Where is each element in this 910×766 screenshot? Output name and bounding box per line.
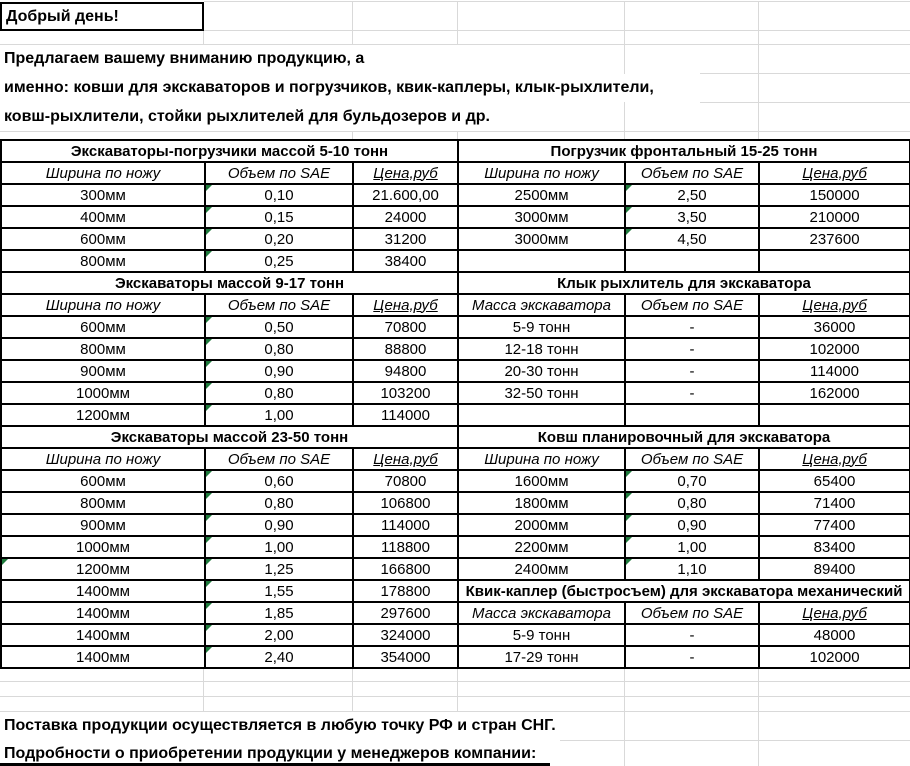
sheet-row <box>1 470 910 492</box>
sheet-row <box>1 514 910 536</box>
column-header-cell[interactable]: Ширина по ножу <box>1 294 205 316</box>
cell-error-flag-triangle-icon <box>206 251 212 257</box>
data-cell[interactable]: 2500мм <box>458 184 625 206</box>
data-cell[interactable]: 65400 <box>759 470 910 492</box>
cell-error-flag-triangle-icon <box>206 229 212 235</box>
cell-error-flag-triangle-icon <box>626 559 632 565</box>
column-header-cell[interactable]: Цена,руб <box>353 448 458 470</box>
sheet-row <box>1 294 910 316</box>
empty-cell[interactable] <box>458 250 625 272</box>
data-cell[interactable]: 1400мм <box>1 646 205 668</box>
data-cell[interactable]: 150000 <box>759 184 910 206</box>
data-cell[interactable]: 94800 <box>353 360 458 382</box>
cell-error-flag-triangle-icon <box>206 383 212 389</box>
cell-error-flag-triangle-icon <box>626 493 632 499</box>
column-header-cell[interactable]: Объем по SAE <box>205 162 353 184</box>
data-cell[interactable]: 2,00 <box>205 624 353 646</box>
data-cell[interactable]: 800мм <box>1 338 205 360</box>
sheet-row <box>1 580 910 602</box>
column-header-cell[interactable]: Ширина по ножу <box>458 162 625 184</box>
data-cell[interactable]: 0,50 <box>205 316 353 338</box>
data-cell[interactable]: 17-29 тонн <box>458 646 625 668</box>
data-cell[interactable]: 20-30 тонн <box>458 360 625 382</box>
data-cell[interactable]: 210000 <box>759 206 910 228</box>
table-title-cell[interactable]: Погрузчик фронтальный 15-25 тонн <box>458 140 910 162</box>
cell-error-flag-triangle-icon <box>626 229 632 235</box>
sheet-row <box>1 602 910 624</box>
sheet-row <box>1 382 910 404</box>
column-header-cell[interactable]: Цена,руб <box>759 294 910 316</box>
cell-error-flag-triangle-icon <box>206 471 212 477</box>
sheet-row <box>1 228 910 250</box>
data-cell[interactable]: 297600 <box>353 602 458 624</box>
data-cell[interactable]: 800мм <box>1 250 205 272</box>
data-cell[interactable]: 1,55 <box>205 580 353 602</box>
table-title-cell[interactable]: Ковш планировочный для экскаватора <box>458 426 910 448</box>
data-cell[interactable]: 324000 <box>353 624 458 646</box>
data-cell[interactable]: 12-18 тонн <box>458 338 625 360</box>
cell-error-flag-triangle-icon <box>206 581 212 587</box>
data-cell[interactable]: 900мм <box>1 360 205 382</box>
data-cell[interactable]: 102000 <box>759 338 910 360</box>
cell-error-flag-triangle-icon <box>206 207 212 213</box>
gridline <box>457 1 458 44</box>
data-cell[interactable]: 600мм <box>1 228 205 250</box>
gridline <box>352 1 353 44</box>
gridline <box>203 31 204 44</box>
data-cell[interactable]: 1,10 <box>625 558 759 580</box>
data-cell[interactable]: 0,80 <box>625 492 759 514</box>
gridline <box>758 667 759 766</box>
column-header-cell[interactable]: Масса экскаватора <box>458 602 625 624</box>
data-cell[interactable]: 0,20 <box>205 228 353 250</box>
data-cell[interactable]: 0,15 <box>205 206 353 228</box>
gridline <box>352 667 353 711</box>
data-cell[interactable]: 2,40 <box>205 646 353 668</box>
gridline <box>624 667 625 766</box>
cell-error-flag-triangle-icon <box>626 537 632 543</box>
sheet-row <box>1 624 910 646</box>
sheet-row <box>1 646 910 668</box>
data-cell[interactable]: 106800 <box>353 492 458 514</box>
sheet-row <box>1 316 910 338</box>
sheet-row <box>1 272 910 294</box>
sheet-row <box>1 536 910 558</box>
column-header-cell[interactable]: Объем по SAE <box>205 294 353 316</box>
data-cell[interactable]: 1400мм <box>1 580 205 602</box>
data-cell[interactable]: 166800 <box>353 558 458 580</box>
sheet-row <box>1 448 910 470</box>
data-cell[interactable]: 36000 <box>759 316 910 338</box>
column-header-cell[interactable]: Объем по SAE <box>625 448 759 470</box>
data-cell[interactable]: 2,50 <box>625 184 759 206</box>
data-cell[interactable]: 4,50 <box>625 228 759 250</box>
table-title-cell[interactable]: Экскаваторы массой 9-17 тонн <box>1 272 458 294</box>
data-cell[interactable]: 1400мм <box>1 624 205 646</box>
data-cell[interactable]: 5-9 тонн <box>458 624 625 646</box>
data-cell[interactable]: 300мм <box>1 184 205 206</box>
gridline <box>700 102 910 103</box>
data-cell[interactable]: 178800 <box>353 580 458 602</box>
column-header-cell[interactable]: Цена,руб <box>353 162 458 184</box>
data-cell[interactable]: 5-9 тонн <box>458 316 625 338</box>
cell-error-flag-triangle-icon <box>206 515 212 521</box>
column-header-cell[interactable]: Цена,руб <box>759 162 910 184</box>
data-cell[interactable]: 1,00 <box>625 536 759 558</box>
data-cell[interactable]: 0,10 <box>205 184 353 206</box>
data-cell[interactable]: 2400мм <box>458 558 625 580</box>
column-header-cell[interactable]: Цена,руб <box>759 602 910 624</box>
gridline <box>0 696 910 697</box>
data-cell[interactable]: 71400 <box>759 492 910 514</box>
gridline <box>204 1 910 2</box>
data-cell[interactable]: 1400мм <box>1 602 205 624</box>
data-cell[interactable]: - <box>625 382 759 404</box>
column-header-cell[interactable]: Объем по SAE <box>205 448 353 470</box>
data-cell[interactable]: 0,70 <box>625 470 759 492</box>
data-cell[interactable]: 1000мм <box>1 382 205 404</box>
data-cell[interactable]: 32-50 тонн <box>458 382 625 404</box>
intro-line-3[interactable]: ковш-рыхлители, стойки рыхлителей для бульдозеров и др. <box>0 103 500 131</box>
gridline <box>203 667 204 711</box>
data-cell[interactable]: - <box>625 316 759 338</box>
data-cell[interactable]: 600мм <box>1 470 205 492</box>
gridline <box>560 740 910 741</box>
data-cell[interactable]: 89400 <box>759 558 910 580</box>
price-tables <box>0 139 910 669</box>
cell-error-flag-triangle-icon <box>206 405 212 411</box>
greeting-cell[interactable]: Добрый день! <box>0 2 204 31</box>
gridline <box>457 667 458 711</box>
data-cell[interactable]: 1,00 <box>205 404 353 426</box>
cell-error-flag-triangle-icon <box>2 559 8 565</box>
data-cell[interactable]: 88800 <box>353 338 458 360</box>
sheet-row <box>1 162 910 184</box>
cell-error-flag-triangle-icon <box>206 317 212 323</box>
sheet-row <box>1 338 910 360</box>
gridline <box>700 73 910 74</box>
cell-error-flag-triangle-icon <box>206 339 212 345</box>
column-header-cell[interactable]: Объем по SAE <box>625 294 759 316</box>
data-cell[interactable]: 0,25 <box>205 250 353 272</box>
column-header-cell[interactable]: Ширина по ножу <box>458 448 625 470</box>
data-cell[interactable]: 1600мм <box>458 470 625 492</box>
cell-error-flag-triangle-icon <box>206 537 212 543</box>
footer-line-2[interactable]: Подробности о приобретении продукции у менеджеров компании: <box>0 741 546 766</box>
data-cell[interactable]: 118800 <box>353 536 458 558</box>
data-cell[interactable]: 77400 <box>759 514 910 536</box>
data-cell[interactable]: 21.600,00 <box>353 184 458 206</box>
data-cell[interactable]: 0,60 <box>205 470 353 492</box>
sheet-row <box>1 426 910 448</box>
data-cell[interactable]: - <box>625 624 759 646</box>
data-cell[interactable]: 0,80 <box>205 338 353 360</box>
sheet-row <box>1 404 910 426</box>
data-cell[interactable]: 1000мм <box>1 536 205 558</box>
data-cell[interactable]: 70800 <box>353 470 458 492</box>
data-cell[interactable]: 24000 <box>353 206 458 228</box>
intro-line-2[interactable]: именно: ковши для экскаваторов и погрузчиков, квик-каплеры, клык-рыхлители, <box>0 74 664 102</box>
cell-error-flag-triangle-icon <box>206 559 212 565</box>
gridline <box>204 30 910 31</box>
data-cell[interactable]: 114000 <box>759 360 910 382</box>
data-cell[interactable]: 102000 <box>759 646 910 668</box>
cell-error-flag-triangle-icon <box>206 647 212 653</box>
table-title-cell[interactable]: Клык рыхлитель для экскаватора <box>458 272 910 294</box>
column-header-cell[interactable]: Ширина по ножу <box>1 162 205 184</box>
data-cell[interactable]: 1,25 <box>205 558 353 580</box>
column-header-cell[interactable]: Цена,руб <box>759 448 910 470</box>
column-header-cell[interactable]: Объем по SAE <box>625 162 759 184</box>
cell-error-flag-triangle-icon <box>206 625 212 631</box>
data-cell[interactable]: - <box>625 338 759 360</box>
data-cell[interactable]: 2000мм <box>458 514 625 536</box>
data-cell[interactable]: 114000 <box>353 404 458 426</box>
price-grid-body <box>1 140 910 668</box>
data-cell[interactable]: 3000мм <box>458 228 625 250</box>
cell-error-flag-triangle-icon <box>626 515 632 521</box>
data-cell[interactable]: - <box>625 360 759 382</box>
sheet-row <box>1 558 910 580</box>
data-cell[interactable]: 48000 <box>759 624 910 646</box>
data-cell[interactable]: 70800 <box>353 316 458 338</box>
table-title-cell[interactable]: Квик-каплер (быстросъем) для экскаватора механический <box>458 580 910 602</box>
data-cell[interactable]: 114000 <box>353 514 458 536</box>
cell-error-flag-triangle-icon <box>626 207 632 213</box>
cell-error-flag-triangle-icon <box>206 185 212 191</box>
data-cell[interactable]: 354000 <box>353 646 458 668</box>
data-cell[interactable]: 1200мм <box>1 404 205 426</box>
data-cell[interactable]: 1,00 <box>205 536 353 558</box>
gridline <box>0 681 910 682</box>
data-cell[interactable]: 83400 <box>759 536 910 558</box>
sheet-row <box>1 184 910 206</box>
gridline <box>457 131 458 139</box>
data-cell[interactable]: 0,90 <box>205 514 353 536</box>
table-title-cell[interactable]: Экскаваторы-погрузчики массой 5-10 тонн <box>1 140 458 162</box>
data-cell[interactable]: 31200 <box>353 228 458 250</box>
empty-cell[interactable] <box>458 404 625 426</box>
empty-cell[interactable] <box>759 404 910 426</box>
column-header-cell[interactable]: Масса экскаватора <box>458 294 625 316</box>
data-cell[interactable]: 900мм <box>1 514 205 536</box>
intro-line-1[interactable]: Предлагаем вашему вниманию продукцию, а <box>0 45 374 73</box>
data-cell[interactable]: 0,80 <box>205 382 353 404</box>
cell-error-flag-triangle-icon <box>206 493 212 499</box>
data-cell[interactable]: 103200 <box>353 382 458 404</box>
data-cell[interactable]: 1200мм <box>1 558 205 580</box>
data-cell[interactable]: 1800мм <box>458 492 625 514</box>
data-cell[interactable]: 0,90 <box>625 514 759 536</box>
cell-error-flag-triangle-icon <box>626 185 632 191</box>
cell-error-flag-triangle-icon <box>206 361 212 367</box>
empty-cell[interactable] <box>625 250 759 272</box>
column-header-cell[interactable]: Объем по SAE <box>625 602 759 624</box>
data-cell[interactable]: 2200мм <box>458 536 625 558</box>
cell-error-flag-triangle-icon <box>626 471 632 477</box>
sheet-row <box>1 250 910 272</box>
data-cell[interactable]: - <box>625 646 759 668</box>
table-title-cell[interactable]: Экскаваторы массой 23-50 тонн <box>1 426 458 448</box>
data-cell[interactable]: 3000мм <box>458 206 625 228</box>
data-cell[interactable]: 1,85 <box>205 602 353 624</box>
data-cell[interactable]: 0,90 <box>205 360 353 382</box>
empty-cell[interactable] <box>759 250 910 272</box>
gridline <box>758 1 759 139</box>
empty-cell[interactable] <box>625 404 759 426</box>
data-cell[interactable]: 162000 <box>759 382 910 404</box>
gridline <box>0 131 910 132</box>
footer-line-1[interactable]: Поставка продукции осуществляется в любую точку РФ и стран СНГ. <box>0 712 566 740</box>
data-cell[interactable]: 0,80 <box>205 492 353 514</box>
data-cell[interactable]: 600мм <box>1 316 205 338</box>
sheet-row <box>1 492 910 514</box>
gridline <box>352 131 353 139</box>
sheet-row <box>1 206 910 228</box>
data-cell[interactable]: 400мм <box>1 206 205 228</box>
column-header-cell[interactable]: Ширина по ножу <box>1 448 205 470</box>
data-cell[interactable]: 3,50 <box>625 206 759 228</box>
sheet-row <box>1 360 910 382</box>
data-cell[interactable]: 237600 <box>759 228 910 250</box>
column-header-cell[interactable]: Цена,руб <box>353 294 458 316</box>
gridline <box>624 1 625 139</box>
data-cell[interactable]: 38400 <box>353 250 458 272</box>
cell-error-flag-triangle-icon <box>206 603 212 609</box>
sheet-row <box>1 140 910 162</box>
data-cell[interactable]: 800мм <box>1 492 205 514</box>
